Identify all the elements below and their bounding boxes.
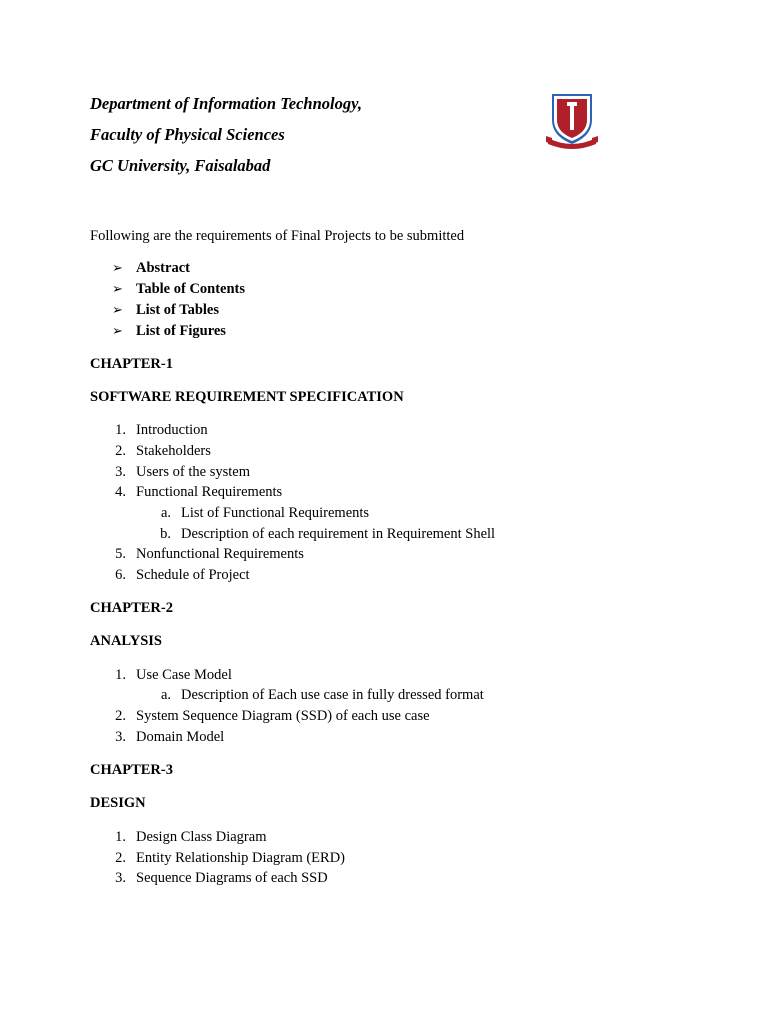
list-item: Functional Requirements <box>136 484 283 500</box>
list-number: 3. <box>115 464 126 480</box>
list-item: Use Case Model <box>136 667 232 683</box>
list-number: 3. <box>115 870 126 886</box>
list-item: List of Tables <box>136 302 219 318</box>
list-item: Table of Contents <box>136 281 246 297</box>
list-item: Introduction <box>136 422 208 438</box>
chapter2-label: CHAPTER-2 <box>90 600 173 616</box>
list-number: 5. <box>115 546 126 562</box>
faculty-line: Faculty of Physical Sciences <box>90 125 285 144</box>
university-crest-logo <box>544 90 600 154</box>
university-line: GC University, Faisalabad <box>90 156 271 175</box>
list-item: Sequence Diagrams of each SSD <box>136 870 328 886</box>
department-line: Department of Information Technology, <box>90 94 362 113</box>
list-subitem: Description of Each use case in fully dressed format <box>181 687 484 703</box>
list-letter: a. <box>160 687 171 703</box>
list-subitem: List of Functional Requirements <box>181 505 370 521</box>
chapter3-label: CHAPTER-3 <box>90 762 173 778</box>
list-number: 1. <box>115 667 126 683</box>
list-item: Users of the system <box>136 464 250 480</box>
chapter1-label: CHAPTER-1 <box>90 356 173 372</box>
intro-text: Following are the requirements of Final Projects to be submitted <box>90 228 465 244</box>
list-letter: b. <box>160 526 171 542</box>
list-item: Domain Model <box>136 729 225 745</box>
list-number: 2. <box>115 850 126 866</box>
arrow-bullet-icon: ➢ <box>112 260 123 275</box>
list-item: Stakeholders <box>136 443 211 459</box>
list-subitem: Description of each requirement in Requirement Shell <box>181 526 496 542</box>
list-number: 1. <box>115 829 126 845</box>
list-letter: a. <box>160 505 171 521</box>
list-number: 1. <box>115 422 126 438</box>
list-item: Entity Relationship Diagram (ERD) <box>136 850 346 866</box>
list-item: System Sequence Diagram (SSD) of each use case <box>136 708 430 724</box>
list-number: 4. <box>115 484 126 500</box>
arrow-bullet-icon: ➢ <box>112 281 123 296</box>
chapter2-title: ANALYSIS <box>90 633 162 649</box>
list-item: Nonfunctional Requirements <box>136 546 304 562</box>
arrow-bullet-icon: ➢ <box>112 302 123 317</box>
list-item: Schedule of Project <box>136 567 250 583</box>
list-item: Abstract <box>136 260 190 276</box>
list-number: 6. <box>115 567 126 583</box>
list-item: Design Class Diagram <box>136 829 267 845</box>
list-number: 2. <box>115 443 126 459</box>
list-number: 3. <box>115 729 126 745</box>
list-item: List of Figures <box>136 323 226 339</box>
list-number: 2. <box>115 708 126 724</box>
arrow-bullet-icon: ➢ <box>112 323 123 338</box>
chapter1-title: SOFTWARE REQUIREMENT SPECIFICATION <box>90 389 404 405</box>
chapter3-title: DESIGN <box>90 795 146 811</box>
